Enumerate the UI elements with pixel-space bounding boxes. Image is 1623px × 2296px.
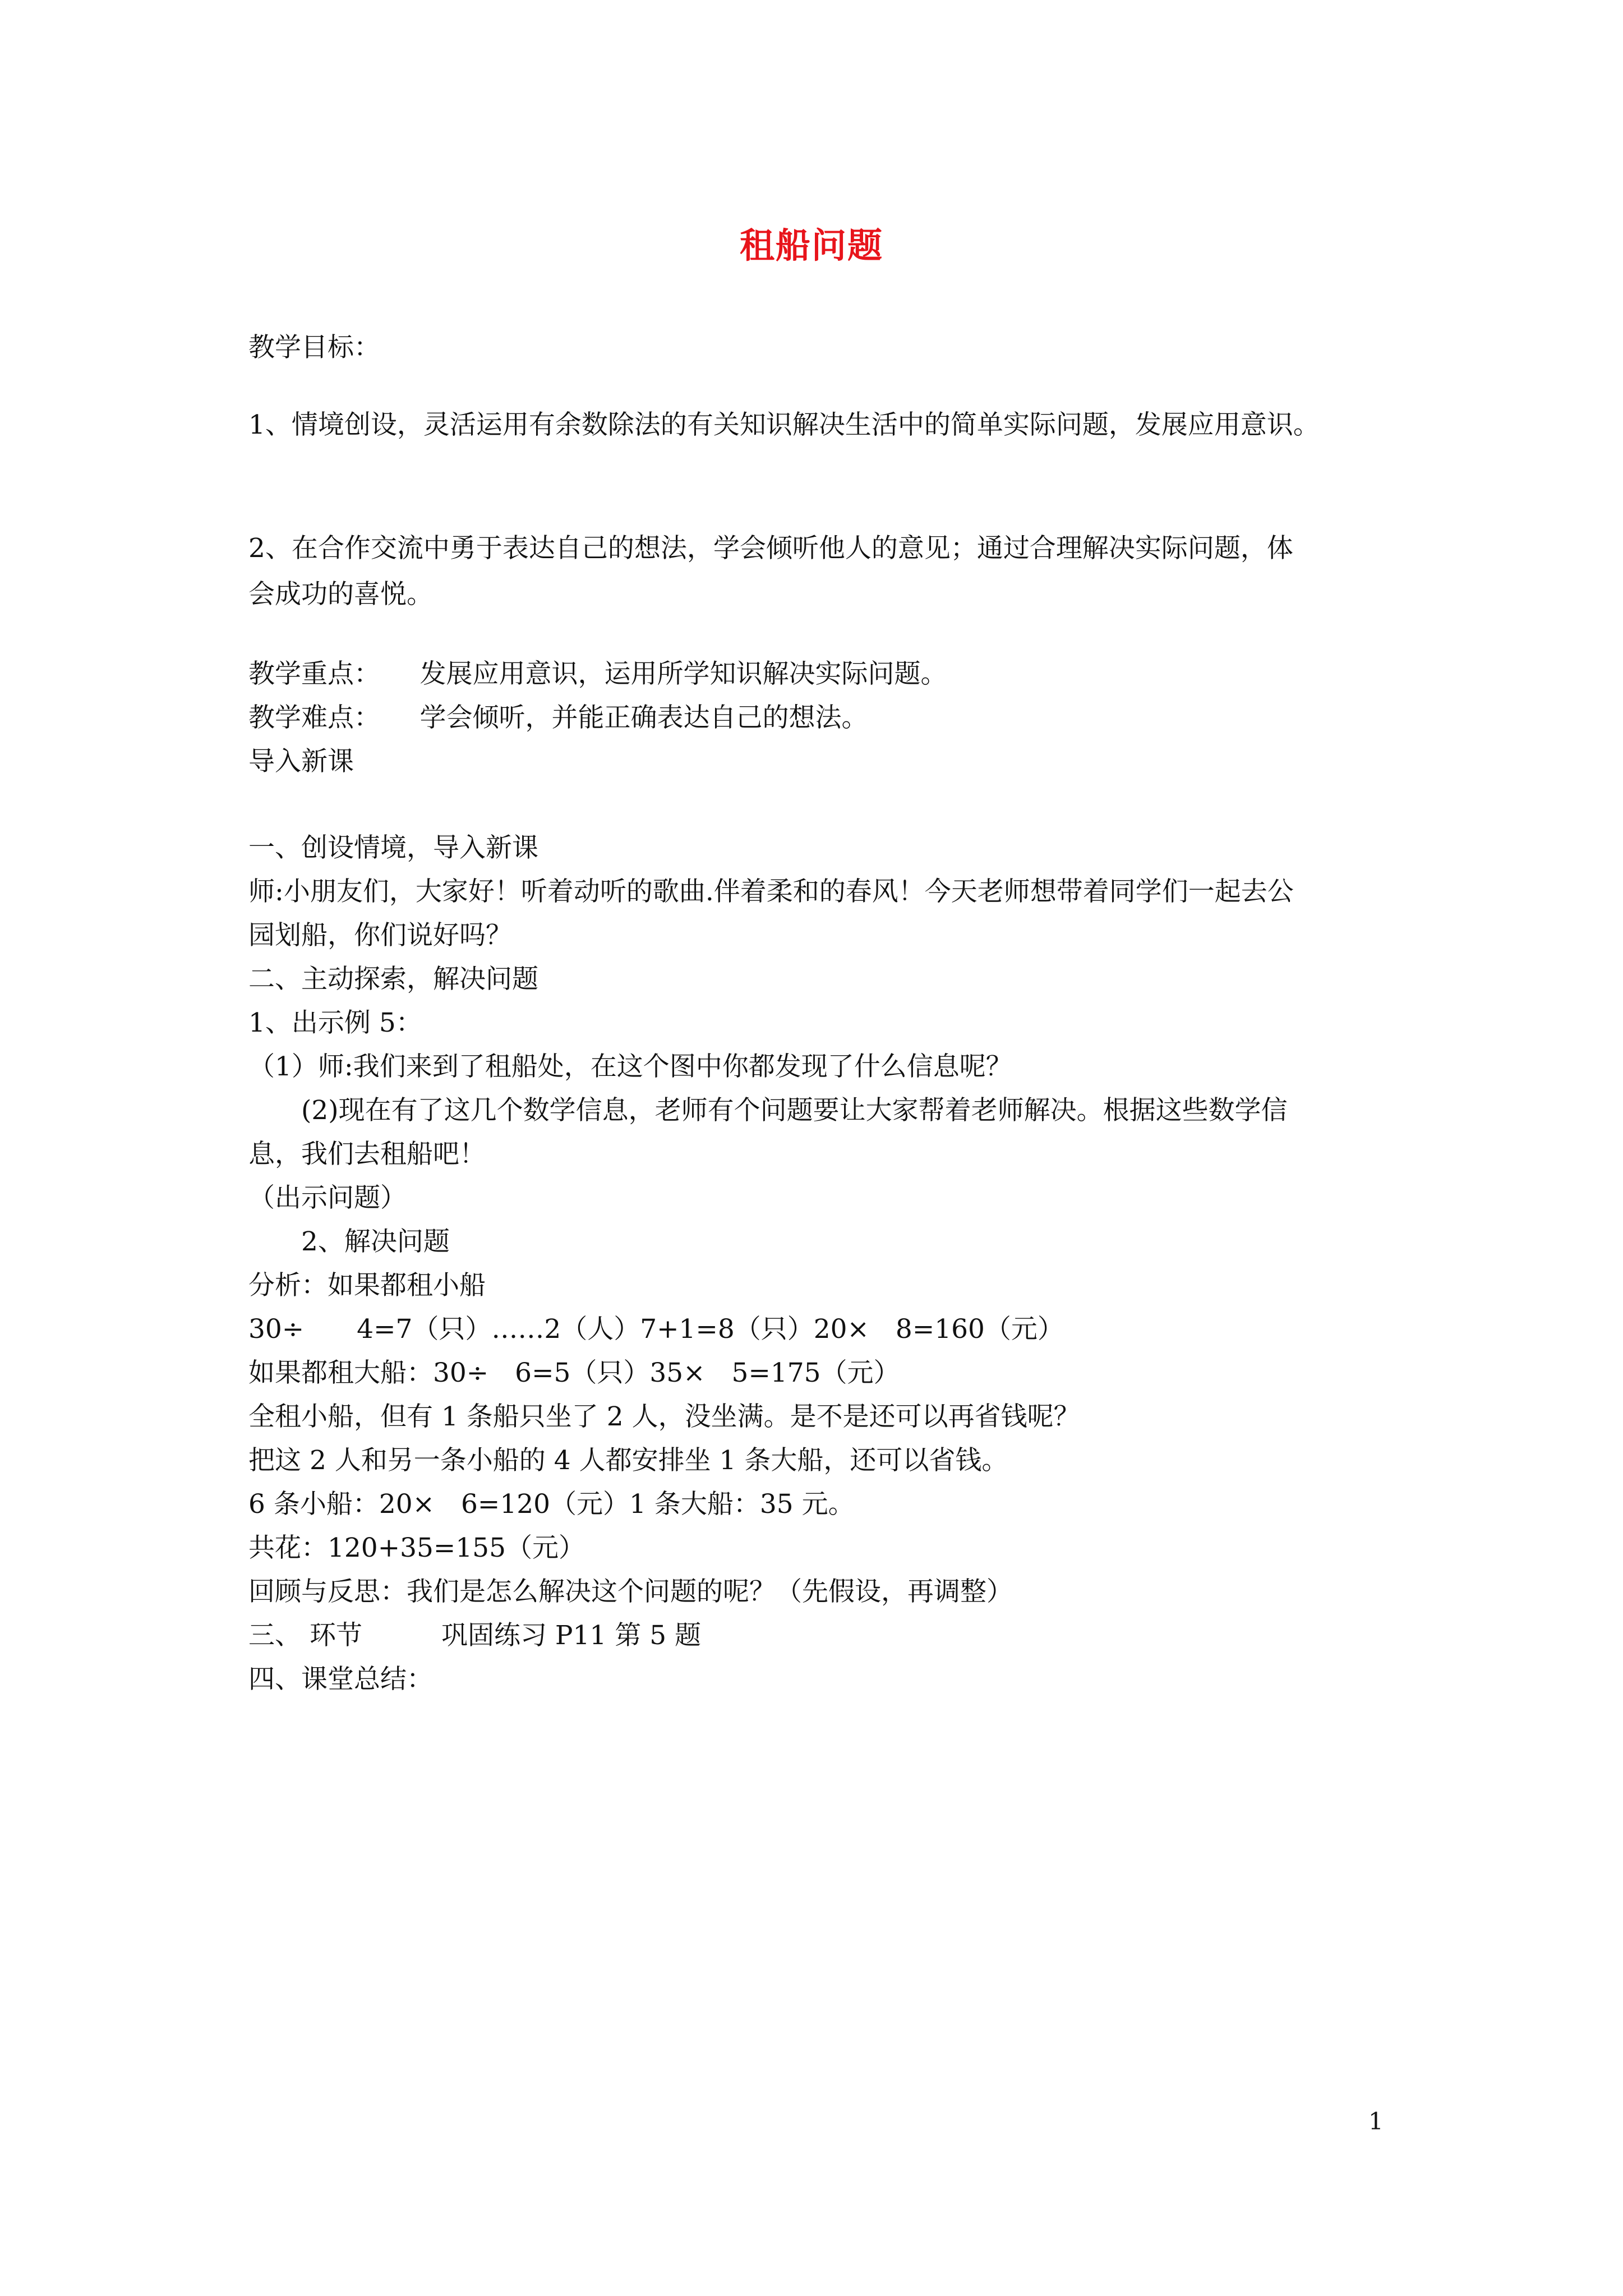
text-line-key-point: 教学重点： 发展应用意识，运用所学知识解决实际问题。 — [248, 659, 947, 689]
text-line-teacher-1b: 园划船，你们说好吗？ — [248, 920, 512, 951]
text-line-reflection: 回顾与反思：我们是怎么解决这个问题的呢？（先假设，再调整） — [248, 1576, 1013, 1607]
text-line-calc-small: 30÷ 4=7（只）……2（人）7+1=8（只）20× 8=160（元） — [248, 1314, 1064, 1345]
text-line-goal-1: 1、情境创设，灵活运用有余数除法的有关知识解决生活中的简单实际问题，发展应用意识。 — [248, 409, 1320, 440]
text-line-section-1: 一、创设情境，导入新课 — [248, 832, 538, 863]
text-line-mixed-calc: 6 条小船：20× 6=120（元）1 条大船：35 元。 — [248, 1489, 855, 1520]
text-line-calc-large: 如果都租大船：30÷ 6=5（只）35× 5=175（元） — [248, 1358, 900, 1388]
text-line-section-4: 四、课堂总结： — [248, 1664, 433, 1695]
text-line-example: 1、出示例 5： — [248, 1007, 422, 1038]
text-line-difficulty: 教学难点： 学会倾听，并能正确表达自己的想法。 — [248, 702, 868, 733]
text-line-observation: 全租小船，但有 1 条船只坐了 2 人，没坐满。是不是还可以再省钱呢？ — [248, 1401, 1080, 1432]
text-line-teacher-1a: 师:小朋友们，大家好！听着动听的歌曲.伴着柔和的春风！今天老师想带着同学们一起去公 — [248, 876, 1294, 907]
text-line-adjustment: 把这 2 人和另一条小船的 4 人都安排坐 1 条大船，还可以省钱。 — [248, 1445, 1008, 1476]
text-line-goal-2b: 会成功的喜悦。 — [248, 579, 433, 610]
text-line-total: 共花：120+35=155（元） — [248, 1533, 585, 1563]
text-line-teaching-goals: 教学目标： — [248, 332, 380, 363]
page-number: 1 — [1368, 2108, 1384, 2135]
text-line-goal-2a: 2、在合作交流中勇于表达自己的想法，学会倾听他人的意见；通过合理解决实际问题，体 — [248, 533, 1293, 564]
text-line-step-2a: (2)现在有了这几个数学信息，老师有个问题要让大家帮着老师解决。根据这些数学信 — [248, 1095, 1288, 1126]
document-title: 租船问题 — [739, 225, 883, 266]
text-line-section-3: 三、 环节 巩固练习 P11 第 5 题 — [248, 1620, 702, 1651]
text-line-intro: 导入新课 — [248, 746, 354, 777]
text-line-section-2: 二、主动探索，解决问题 — [248, 964, 538, 995]
text-line-step-1: （1）师:我们来到了租船处，在这个图中你都发现了什么信息呢？ — [248, 1051, 1012, 1082]
text-line-show-question: （出示问题） — [248, 1182, 407, 1213]
text-line-analysis: 分析：如果都租小船 — [248, 1270, 486, 1301]
text-line-step-2b: 息，我们去租船吧！ — [248, 1139, 486, 1170]
text-line-solve: 2、解决问题 — [248, 1226, 450, 1257]
